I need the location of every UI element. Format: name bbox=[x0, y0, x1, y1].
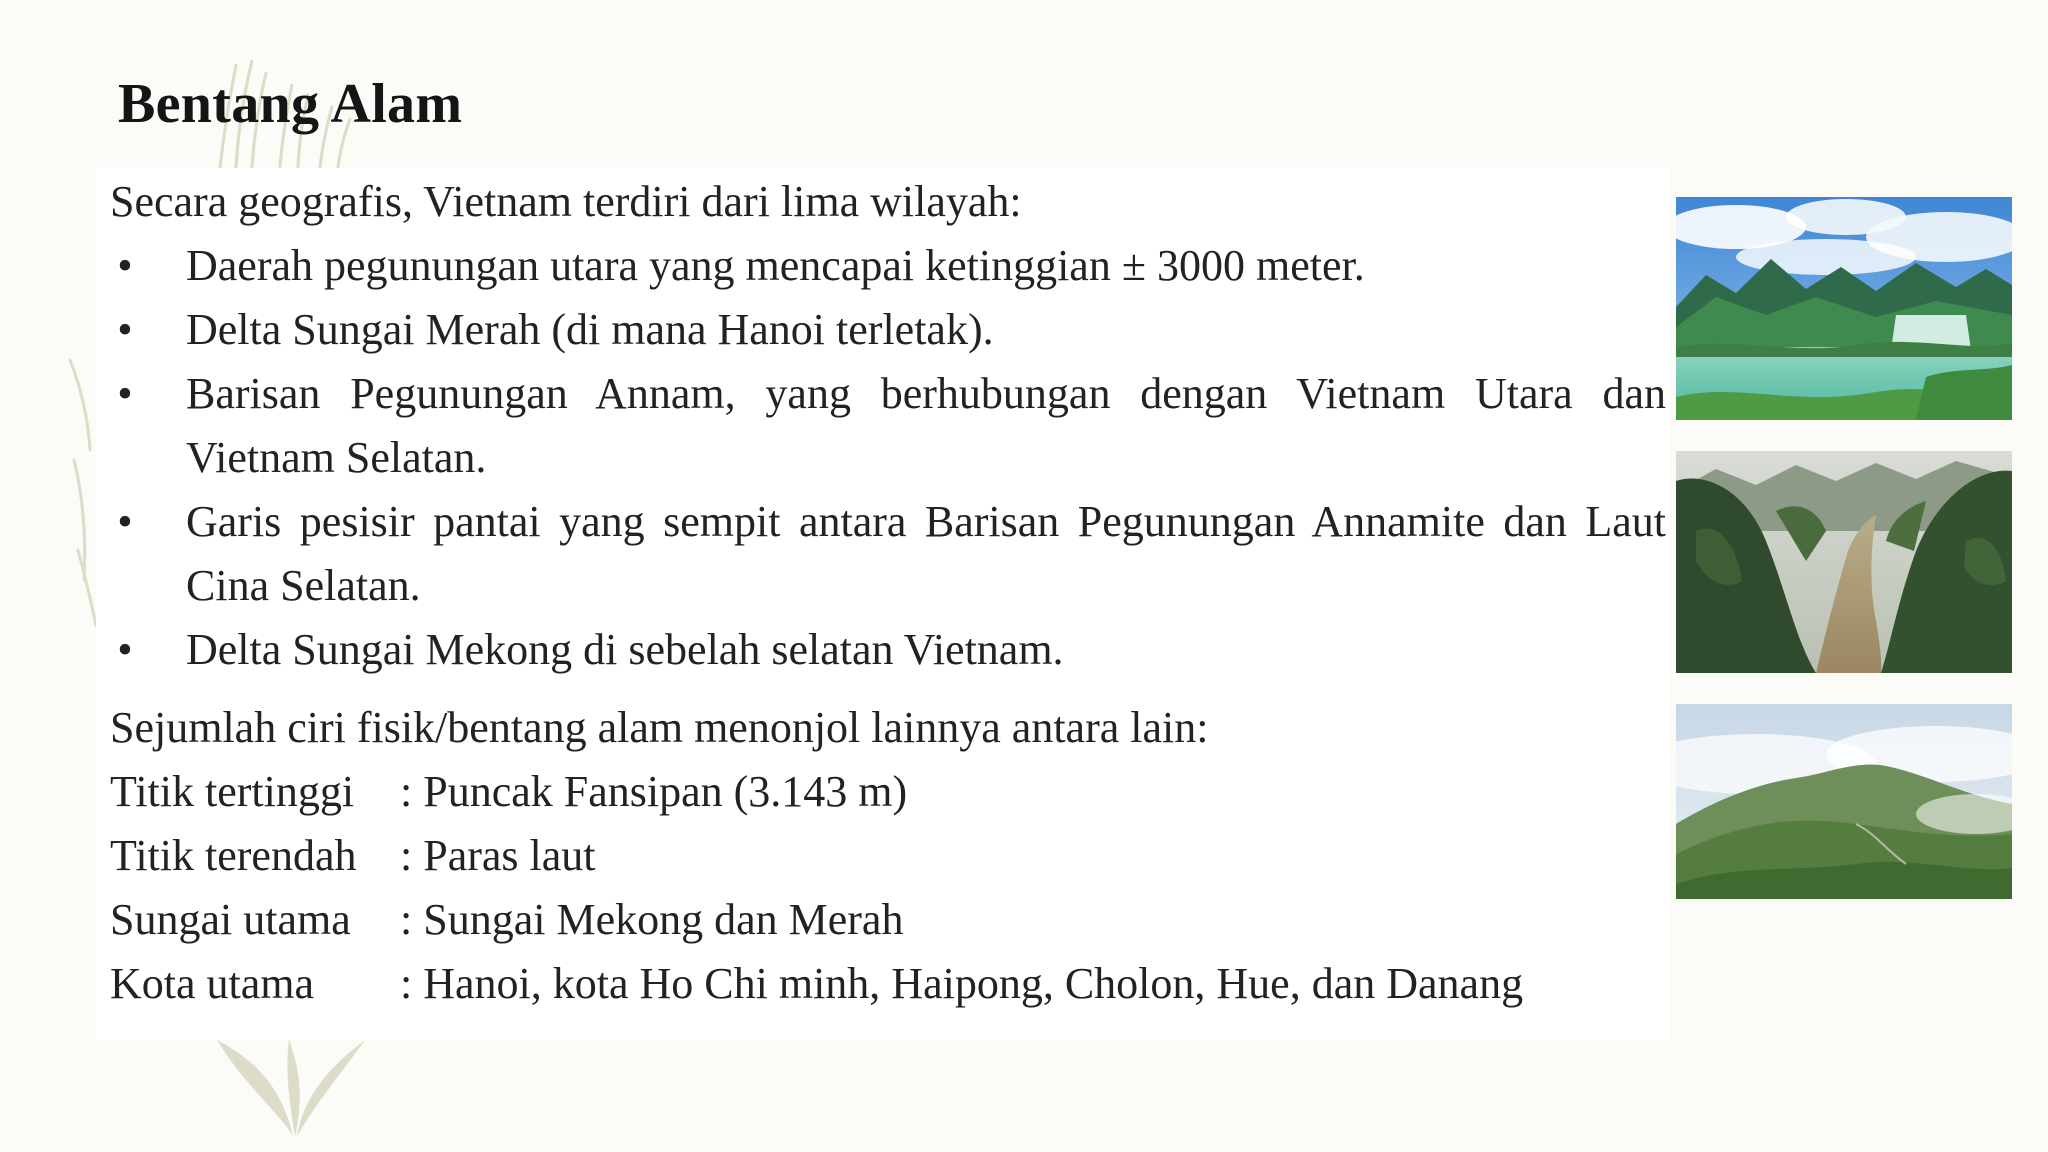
fact-label: Kota utama bbox=[110, 959, 315, 1008]
misty-mountain-photo bbox=[1676, 704, 2012, 899]
fact-value: : Paras laut bbox=[400, 831, 596, 880]
fact-value: : Sungai Mekong dan Merah bbox=[400, 895, 904, 944]
waterfall-photo bbox=[1676, 197, 2012, 420]
features-intro: Sejumlah ciri fisik/bentang alam menonjol lainnya antara lain: bbox=[110, 703, 1209, 752]
fact-row bbox=[110, 760, 1666, 824]
region-item: • Garis pesisir pantai yang sempit antara Barisan Pegunungan Annamite dan Laut Cina Selatan. bbox=[110, 490, 1666, 618]
body-text bbox=[110, 168, 1666, 1016]
fact-row bbox=[110, 824, 1666, 888]
content-panel bbox=[96, 168, 1670, 1040]
fact-row bbox=[110, 952, 1666, 1016]
fact-row bbox=[110, 888, 1666, 952]
regions-intro: Secara geografis, Vietnam terdiri dari lima wilayah: bbox=[110, 177, 1022, 226]
slide-title: Bentang Alam bbox=[118, 73, 463, 135]
fact-label: Titik terendah bbox=[110, 831, 357, 880]
fact-label: Sungai utama bbox=[110, 895, 351, 944]
fact-value: : Puncak Fansipan (3.143 m) bbox=[400, 767, 908, 816]
region-item: • Delta Sungai Mekong di sebelah selatan Vietnam. bbox=[110, 618, 1666, 682]
region-item: • Daerah pegunungan utara yang mencapai ketinggian ± 3000 meter. bbox=[110, 234, 1666, 298]
region-item: • Barisan Pegunungan Annam, yang berhubungan dengan Vietnam Utara dan Vietnam Selatan. bbox=[110, 362, 1666, 490]
fact-label: Titik tertinggi bbox=[110, 767, 355, 816]
karst-river-photo bbox=[1676, 451, 2012, 673]
fact-value: : Hanoi, kota Ho Chi minh, Haipong, Cholon, Hue, dan Danang bbox=[400, 959, 1524, 1008]
facts-list bbox=[110, 760, 1666, 1016]
leaf-decoration-bottom bbox=[215, 1040, 385, 1140]
regions-list bbox=[110, 234, 1666, 682]
region-item: • Delta Sungai Merah (di mana Hanoi terletak). bbox=[110, 298, 1666, 362]
